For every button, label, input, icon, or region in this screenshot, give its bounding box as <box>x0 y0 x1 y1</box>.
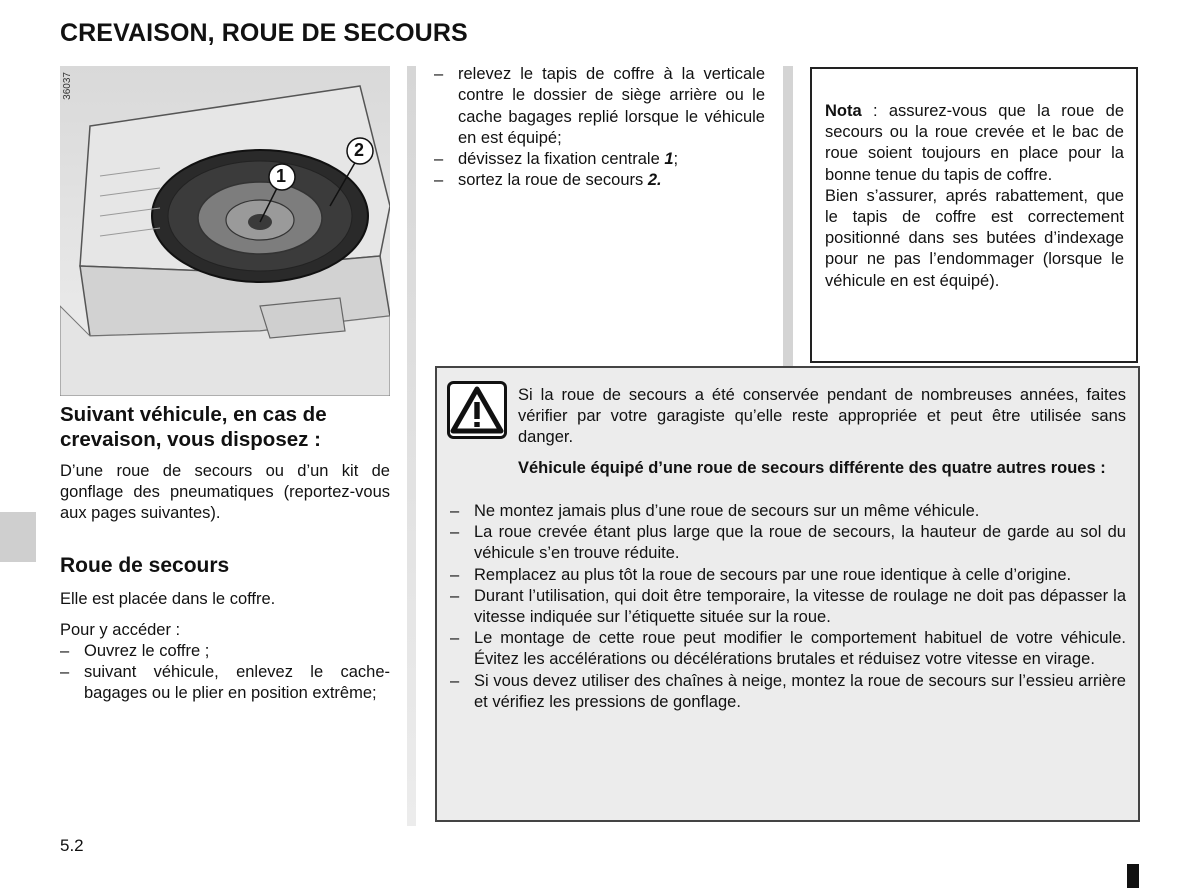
list-item: – Remplacez au plus tôt la roue de secours par une roue identique à celle d’origine. <box>450 565 1126 586</box>
list-item: – Si vous devez utiliser des chaînes à neige, montez la roue de secours sur l’essieu arrière et vérifiez les pressions de gonflage. <box>450 671 1126 713</box>
section-heading-spare-wheel: Roue de secours <box>60 554 230 577</box>
callout-2: 2 <box>354 140 365 160</box>
page-title: CREVAISON, ROUE DE SECOURS <box>60 19 468 47</box>
list-item: – Ne montez jamais plus d’une roue de secours sur un même véhicule. <box>450 501 1126 522</box>
step-end: ; <box>673 150 679 169</box>
figure-reference: 36037 <box>62 72 73 100</box>
list-item: – Durant l’utilisation, qui doit être temporaire, la vitesse de roulage ne doit pas dépasser la vitesse indiquée sur l’étiquette située sur la roue. <box>450 586 1126 628</box>
nota-body: : assurez-vous que la roue de secours ou la roue crevée et le bac de roue soient toujours en place pour la bonne tenue du tapis de coffre. <box>825 102 1124 184</box>
nota-side-bar <box>783 66 793 366</box>
list-item <box>434 149 765 170</box>
access-paragraph: Pour y accéder : <box>60 621 181 639</box>
section-heading-equipment: Suivant véhicule, en cas de crevaison, vous disposez : <box>60 403 327 451</box>
step-text: dévissez la fixation centrale <box>458 150 665 169</box>
warning-intro: Si la roue de secours a été conservée pendant de nombreuses années, faites vérifier par votre garagiste qu’elle reste appropriée et peut être utilisée sans danger. <box>518 386 1126 447</box>
list-item: – suivant véhicule, enlevez le cache-bagages ou le plier en position extrême; <box>60 662 390 704</box>
chapter-tab <box>0 512 36 562</box>
list-item: – relevez le tapis de coffre à la verticale contre le dossier de siège arrière ou le cache bagages replié lorsque le véhicule en est équipé; <box>434 64 765 149</box>
list-item: – Ouvrez le coffre ; <box>60 641 390 662</box>
corner-mark <box>1127 864 1139 888</box>
nota-text-2: Bien s’assurer, aprés rabattement, que le tapis de coffre est correctement positionné dans ses butées d’indexage pour ne pas l’endommager (lorsque le véhicule en est équipé). <box>825 186 1124 290</box>
trunk-illustration <box>60 66 390 396</box>
intro-paragraph: D’une roue de secours ou d’un kit de gonflage des pneumatiques (reportez-vous aux pages suivantes). <box>60 462 390 522</box>
step-text: sortez la roue de secours <box>458 171 648 190</box>
spare-wheel-drawing <box>60 66 390 396</box>
column-divider <box>407 66 416 826</box>
warning-box <box>435 366 1140 822</box>
nota-box <box>810 67 1138 363</box>
warning-subheading: Véhicule équipé d’une roue de secours différente des quatre autres roues : <box>518 459 1106 477</box>
removal-steps-list <box>434 64 765 192</box>
callout-ref: 1 <box>664 150 674 169</box>
warning-triangle-icon <box>447 381 507 439</box>
list-item: – Le montage de cette roue peut modifier le comportement habituel de votre véhicule. Évitez les accélérations ou décélérations brutales et réduisez votre vitesse en virage. <box>450 628 1126 670</box>
warning-list <box>450 501 1126 713</box>
nota-label: Nota <box>825 102 862 120</box>
page-number: 5.2 <box>60 836 84 855</box>
callout-1: 1 <box>276 166 287 186</box>
list-item <box>434 170 765 191</box>
callout-ref: 2. <box>647 171 662 190</box>
list-item: – La roue crevée étant plus large que la roue de secours, la hauteur de garde au sol du véhicule s’en trouve réduite. <box>450 522 1126 564</box>
access-steps-list <box>60 641 390 704</box>
location-paragraph: Elle est placée dans le coffre. <box>60 590 276 608</box>
nota-text <box>825 101 1124 186</box>
